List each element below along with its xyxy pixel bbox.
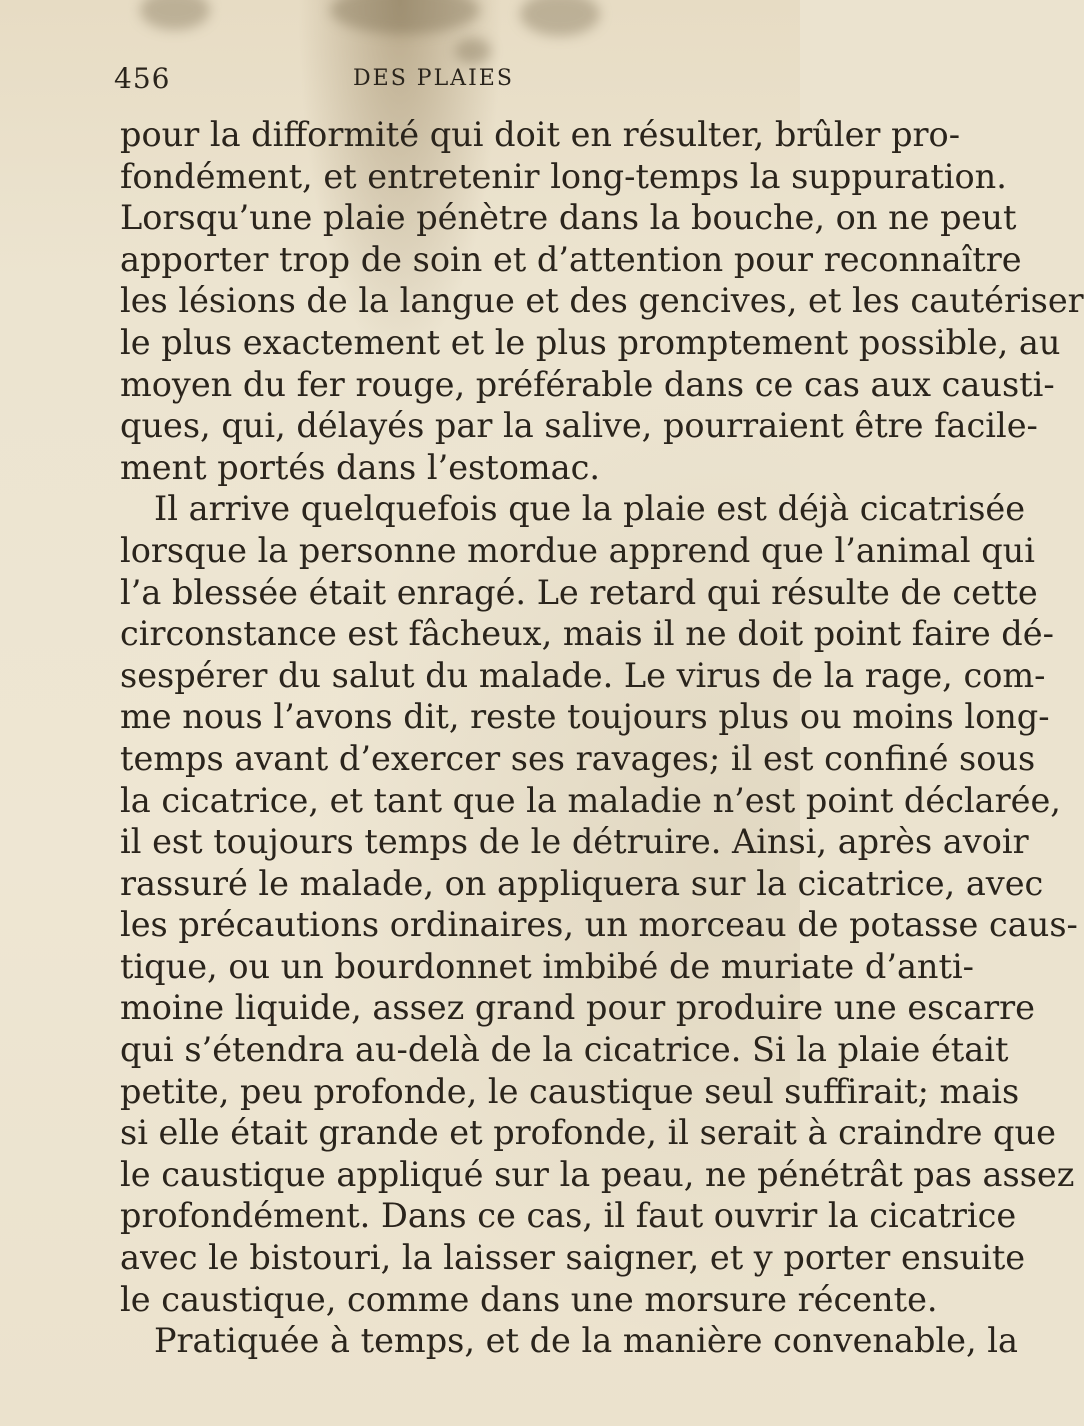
top-stain-right	[520, 0, 600, 36]
top-stain-left	[140, 0, 210, 30]
text-line: la cicatrice, et tant que la maladie n’est point déclarée,	[120, 780, 1061, 820]
running-title: DES PLAIES	[353, 66, 514, 91]
text-line: les précautions ordinaires, un morceau de potasse caus-	[120, 905, 1078, 945]
text-line: temps avant d’exercer ses ravages; il est confiné sous	[120, 738, 1036, 778]
page-header	[114, 62, 754, 102]
text-line: si elle était grande et profonde, il serait à craindre que	[120, 1113, 1056, 1153]
text-line: profondément. Dans ce cas, il faut ouvrir la cicatrice	[120, 1196, 1017, 1236]
top-stain-small	[455, 38, 491, 64]
body-text	[120, 114, 1084, 1362]
paragraph-end-line: le caustique, comme dans une morsure récente.	[120, 1279, 938, 1319]
text-line: apporter trop de soin et d’attention pour reconnaître	[120, 239, 1022, 279]
text-line: l’a blessée était enragé. Le retard qui résulte de cette	[120, 572, 1038, 612]
page-number: 456	[114, 62, 171, 95]
text-line: lorsque la personne mordue apprend que l’animal qui	[120, 530, 1035, 570]
text-line: il est toujours temps de le détruire. Ainsi, après avoir	[120, 822, 1029, 862]
top-stain-center	[330, 0, 480, 34]
text-line: avec le bistouri, la laisser saigner, et y porter ensuite	[120, 1238, 1026, 1278]
text-line: sespérer du salut du malade. Le virus de la rage, com-	[120, 655, 1046, 695]
text-line: Lorsqu’une plaie pénètre dans la bouche, on ne peut	[120, 198, 1017, 238]
text-line: fondément, et entretenir long-temps la suppuration.	[120, 156, 1007, 196]
text-line: le plus exactement et le plus promptement possible, au	[120, 322, 1061, 362]
text-line: ques, qui, délayés par la salive, pourraient être facile-	[120, 406, 1038, 446]
text-line: moine liquide, assez grand pour produire une escarre	[120, 988, 1035, 1028]
paragraph-start-line: Il arrive quelquefois que la plaie est déjà cicatrisée	[154, 489, 1026, 529]
text-line: qui s’étendra au-delà de la cicatrice. Si la plaie était	[120, 1030, 1009, 1070]
text-line: petite, peu profonde, le caustique seul suffirait; mais	[120, 1071, 1020, 1111]
text-line: les lésions de la langue et des gencives, et les cautériser	[120, 281, 1084, 321]
text-line: circonstance est fâcheux, mais il ne doit point faire dé-	[120, 614, 1054, 654]
text-line: tique, ou un bourdonnet imbibé de muriate d’anti-	[120, 946, 975, 986]
paragraph-end-line: ment portés dans l’estomac.	[120, 447, 601, 487]
paragraph-start-line: Pratiquée à temps, et de la manière convenable, la	[154, 1321, 1018, 1361]
text-line: rassuré le malade, on appliquera sur la cicatrice, avec	[120, 863, 1044, 903]
text-line: moyen du fer rouge, préférable dans ce cas aux causti-	[120, 364, 1055, 404]
text-line: me nous l’avons dit, reste toujours plus ou moins long-	[120, 697, 1050, 737]
text-line: le caustique appliqué sur la peau, ne pénétrât pas assez	[120, 1154, 1075, 1194]
text-line: pour la difformité qui doit en résulter, brûler pro-	[120, 115, 961, 154]
